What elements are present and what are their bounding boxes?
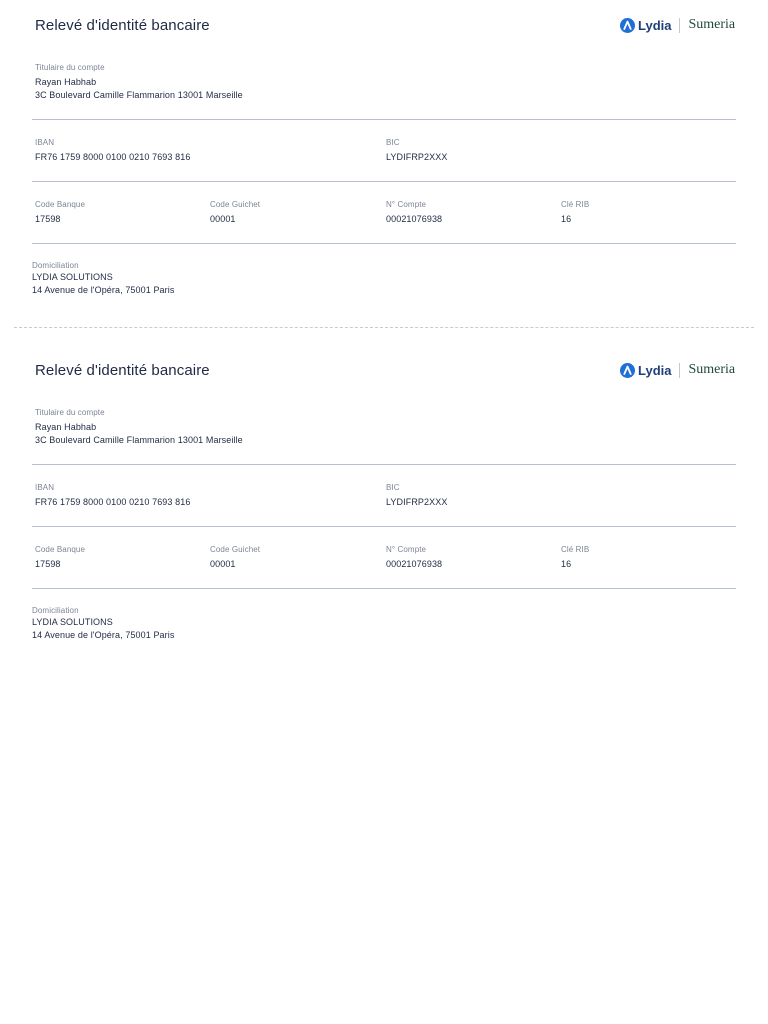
numero-compte-label: N° Compte [386, 200, 427, 209]
code-guichet-value: 00001 [210, 214, 236, 224]
holder-label: Titulaire du compte [35, 408, 105, 417]
cle-rib-label: Clé RIB [561, 545, 590, 554]
brand-logos [620, 16, 735, 34]
lydia-logo-text: Lydia [638, 17, 672, 33]
cle-rib-value: 16 [561, 214, 572, 224]
bic-label: BIC [386, 483, 400, 492]
cut-line [14, 327, 754, 328]
domiciliation-address: 14 Avenue de l'Opéra, 75001 Paris [32, 285, 175, 295]
divider [32, 526, 736, 527]
iban-label: IBAN [35, 483, 55, 492]
rib-sheet-1 [0, 0, 768, 320]
cle-rib-label: Clé RIB [561, 200, 590, 209]
holder-label: Titulaire du compte [35, 63, 105, 72]
code-banque-value: 17598 [35, 559, 61, 569]
numero-compte-value: 00021076938 [386, 214, 443, 224]
lydia-logo-icon [620, 363, 635, 378]
numero-compte-label: N° Compte [386, 545, 427, 554]
domiciliation-label: Domiciliation [32, 606, 79, 615]
iban-value: FR76 1759 8000 0100 0210 7693 816 [35, 497, 191, 507]
bic-value: LYDIFRP2XXX [386, 152, 448, 162]
domiciliation-label: Domiciliation [32, 261, 79, 270]
divider [32, 119, 736, 120]
domiciliation-address: 14 Avenue de l'Opéra, 75001 Paris [32, 630, 175, 640]
iban-label: IBAN [35, 138, 55, 147]
domiciliation-name: LYDIA SOLUTIONS [32, 617, 113, 627]
lydia-logo-icon [620, 18, 635, 33]
lydia-logo-text: Lydia [638, 362, 672, 378]
document-title: Relevé d'identité bancaire [35, 362, 210, 379]
iban-value: FR76 1759 8000 0100 0210 7693 816 [35, 152, 191, 162]
holder-address: 3C Boulevard Camille Flammarion 13001 Marseille [35, 435, 243, 445]
sumeria-logo-text: Sumeria [688, 17, 736, 32]
cle-rib-value: 16 [561, 559, 572, 569]
document-title: Relevé d'identité bancaire [35, 17, 210, 34]
divider [32, 464, 736, 465]
code-banque-label: Code Banque [35, 200, 86, 209]
holder-address: 3C Boulevard Camille Flammarion 13001 Marseille [35, 90, 243, 100]
code-guichet-label: Code Guichet [210, 545, 261, 554]
domiciliation-name: LYDIA SOLUTIONS [32, 272, 113, 282]
code-banque-label: Code Banque [35, 545, 86, 554]
sumeria-logo-text: Sumeria [688, 362, 736, 377]
bic-label: BIC [386, 138, 400, 147]
divider [32, 181, 736, 182]
brand-logos [620, 361, 735, 379]
rib-sheet-2 [0, 345, 768, 665]
code-guichet-label: Code Guichet [210, 200, 261, 209]
divider [32, 243, 736, 244]
divider [32, 588, 736, 589]
logo-separator [679, 363, 680, 378]
bic-value: LYDIFRP2XXX [386, 497, 448, 507]
code-banque-value: 17598 [35, 214, 61, 224]
holder-name: Rayan Habhab [35, 422, 97, 432]
numero-compte-value: 00021076938 [386, 559, 443, 569]
holder-name: Rayan Habhab [35, 77, 97, 87]
code-guichet-value: 00001 [210, 559, 236, 569]
logo-separator [679, 18, 680, 33]
